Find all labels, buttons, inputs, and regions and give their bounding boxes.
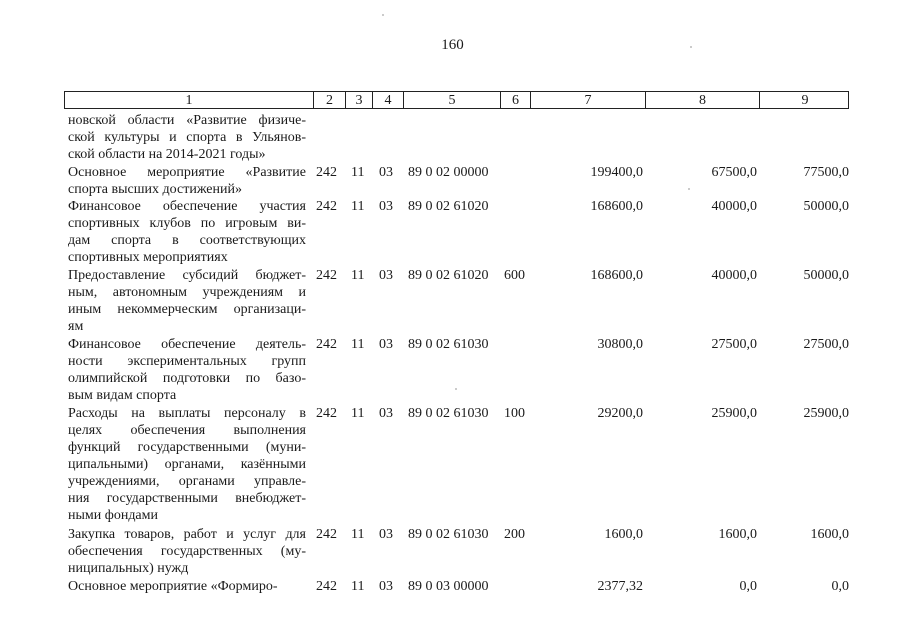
header-col-1: 1	[185, 93, 193, 108]
row-name-line: Закупка товаров, работ и услуг для	[68, 527, 306, 542]
section-cell: 11	[351, 527, 365, 542]
csr-cell: 89 0 02 00000	[408, 165, 489, 180]
row-name-line: ской области на 2014-2021 годы»	[68, 147, 266, 162]
row-name	[68, 112, 306, 163]
section-cell: 11	[351, 406, 365, 421]
row-name-line: Предоставление субсидий бюджет-	[68, 268, 306, 283]
row-name-line: ным, автономным учреждениям и	[68, 285, 306, 300]
row-name-line: Расходы на выплаты персоналу в	[68, 406, 306, 421]
header-col-3: 3	[345, 92, 372, 108]
row-name-line: вым видам спорта	[68, 388, 177, 403]
scan-speck	[688, 188, 690, 190]
amount-2020-cell: 67500,0	[711, 165, 757, 180]
row-name-line: ниципальных) нужд	[68, 561, 189, 576]
csr-cell: 89 0 02 61030	[408, 406, 489, 421]
csr-cell: 89 0 02 61020	[408, 268, 489, 283]
vr-cell: 200	[504, 527, 525, 542]
row-name-line: ности экспериментальных групп	[68, 354, 306, 369]
row-name-line: Финансовое обеспечение участия	[68, 199, 306, 214]
table-header	[64, 91, 849, 109]
section-cell: 11	[351, 165, 365, 180]
row-name-line: иным некоммерческим организаци-	[68, 302, 306, 317]
row-name-line: ципальными) органами, казёнными	[68, 457, 306, 472]
csr-cell: 89 0 02 61020	[408, 199, 489, 214]
amount-2019-cell: 29200,0	[597, 406, 643, 421]
amount-2019-cell: 168600,0	[590, 199, 643, 214]
row-name-line: олимпийской подготовки по базо-	[68, 371, 306, 386]
header-col-6: 6	[500, 92, 530, 108]
amount-2021-cell: 1600,0	[810, 527, 849, 542]
row-name-line: новской области «Развитие физиче-	[68, 113, 306, 128]
amount-2020-cell: 25900,0	[711, 406, 757, 421]
row-name-line: функций государственными (муни-	[68, 440, 306, 455]
amount-2019-cell: 199400,0	[590, 165, 643, 180]
subsection-cell: 03	[379, 406, 393, 421]
csr-cell: 89 0 02 61030	[408, 337, 489, 352]
row-name	[68, 336, 306, 404]
amount-2021-cell: 27500,0	[803, 337, 849, 352]
row-name-line: учреждениями, органами управле-	[68, 474, 306, 489]
subsection-cell: 03	[379, 199, 393, 214]
row-name-line: спортивных мероприятиях	[68, 250, 228, 265]
grbs-cell: 242	[316, 579, 337, 594]
amount-2020-cell: 0,0	[739, 579, 757, 594]
amount-2019-cell: 2377,32	[597, 579, 643, 594]
grbs-cell: 242	[316, 165, 337, 180]
row-name-line: ными фондами	[68, 508, 159, 523]
header-col-5: 5	[403, 92, 500, 108]
vr-cell: 600	[504, 268, 525, 283]
grbs-cell: 242	[316, 268, 337, 283]
amount-2019-cell: 30800,0	[597, 337, 643, 352]
amount-2020-cell: 1600,0	[718, 527, 757, 542]
row-name-line: Основное мероприятие «Развитие	[68, 165, 306, 180]
subsection-cell: 03	[379, 337, 393, 352]
row-name-line: спортивных клубов по игровым ви-	[68, 216, 306, 231]
amount-2019-cell: 168600,0	[590, 268, 643, 283]
row-name	[68, 267, 306, 335]
page-number: 160	[441, 37, 464, 53]
csr-cell: 89 0 03 00000	[408, 579, 489, 594]
row-name	[68, 578, 306, 595]
header-col-9: 9	[759, 92, 850, 108]
row-name	[68, 405, 306, 524]
amount-2021-cell: 0,0	[831, 579, 849, 594]
header-col-4: 4	[372, 92, 403, 108]
grbs-cell: 242	[316, 337, 337, 352]
row-name-line: обеспечения государственных (му-	[68, 544, 306, 559]
amount-2021-cell: 77500,0	[803, 165, 849, 180]
row-name-line: ской культуры и спорта в Ульянов-	[68, 130, 306, 145]
row-name-line: Основное мероприятие «Формиро-	[68, 579, 278, 594]
row-name-line: Финансовое обеспечение деятель-	[68, 337, 306, 352]
row-name-line: дам спорта в соответствующих	[68, 233, 306, 248]
amount-2021-cell: 50000,0	[803, 199, 849, 214]
row-name	[68, 526, 306, 577]
header-col-2: 2	[313, 92, 345, 108]
subsection-cell: 03	[379, 165, 393, 180]
scan-speck	[455, 388, 457, 390]
subsection-cell: 03	[379, 268, 393, 283]
scan-speck	[382, 14, 384, 16]
grbs-cell: 242	[316, 199, 337, 214]
row-name-line: ям	[68, 319, 84, 334]
header-col-7: 7	[530, 92, 645, 108]
subsection-cell: 03	[379, 579, 393, 594]
amount-2020-cell: 40000,0	[711, 268, 757, 283]
header-col-8: 8	[645, 92, 759, 108]
scan-speck	[690, 46, 692, 48]
section-cell: 11	[351, 579, 365, 594]
row-name-line: ния государственными внебюджет-	[68, 491, 306, 506]
section-cell: 11	[351, 268, 365, 283]
grbs-cell: 242	[316, 527, 337, 542]
grbs-cell: 242	[316, 406, 337, 421]
vr-cell: 100	[504, 406, 525, 421]
amount-2021-cell: 25900,0	[803, 406, 849, 421]
row-name	[68, 164, 306, 198]
amount-2020-cell: 40000,0	[711, 199, 757, 214]
row-name	[68, 198, 306, 266]
section-cell: 11	[351, 337, 365, 352]
subsection-cell: 03	[379, 527, 393, 542]
amount-2020-cell: 27500,0	[711, 337, 757, 352]
csr-cell: 89 0 02 61030	[408, 527, 489, 542]
section-cell: 11	[351, 199, 365, 214]
row-name-line: целях обеспечения выполнения	[68, 423, 306, 438]
row-name-line: спорта высших достижений»	[68, 182, 243, 197]
amount-2021-cell: 50000,0	[803, 268, 849, 283]
amount-2019-cell: 1600,0	[604, 527, 643, 542]
